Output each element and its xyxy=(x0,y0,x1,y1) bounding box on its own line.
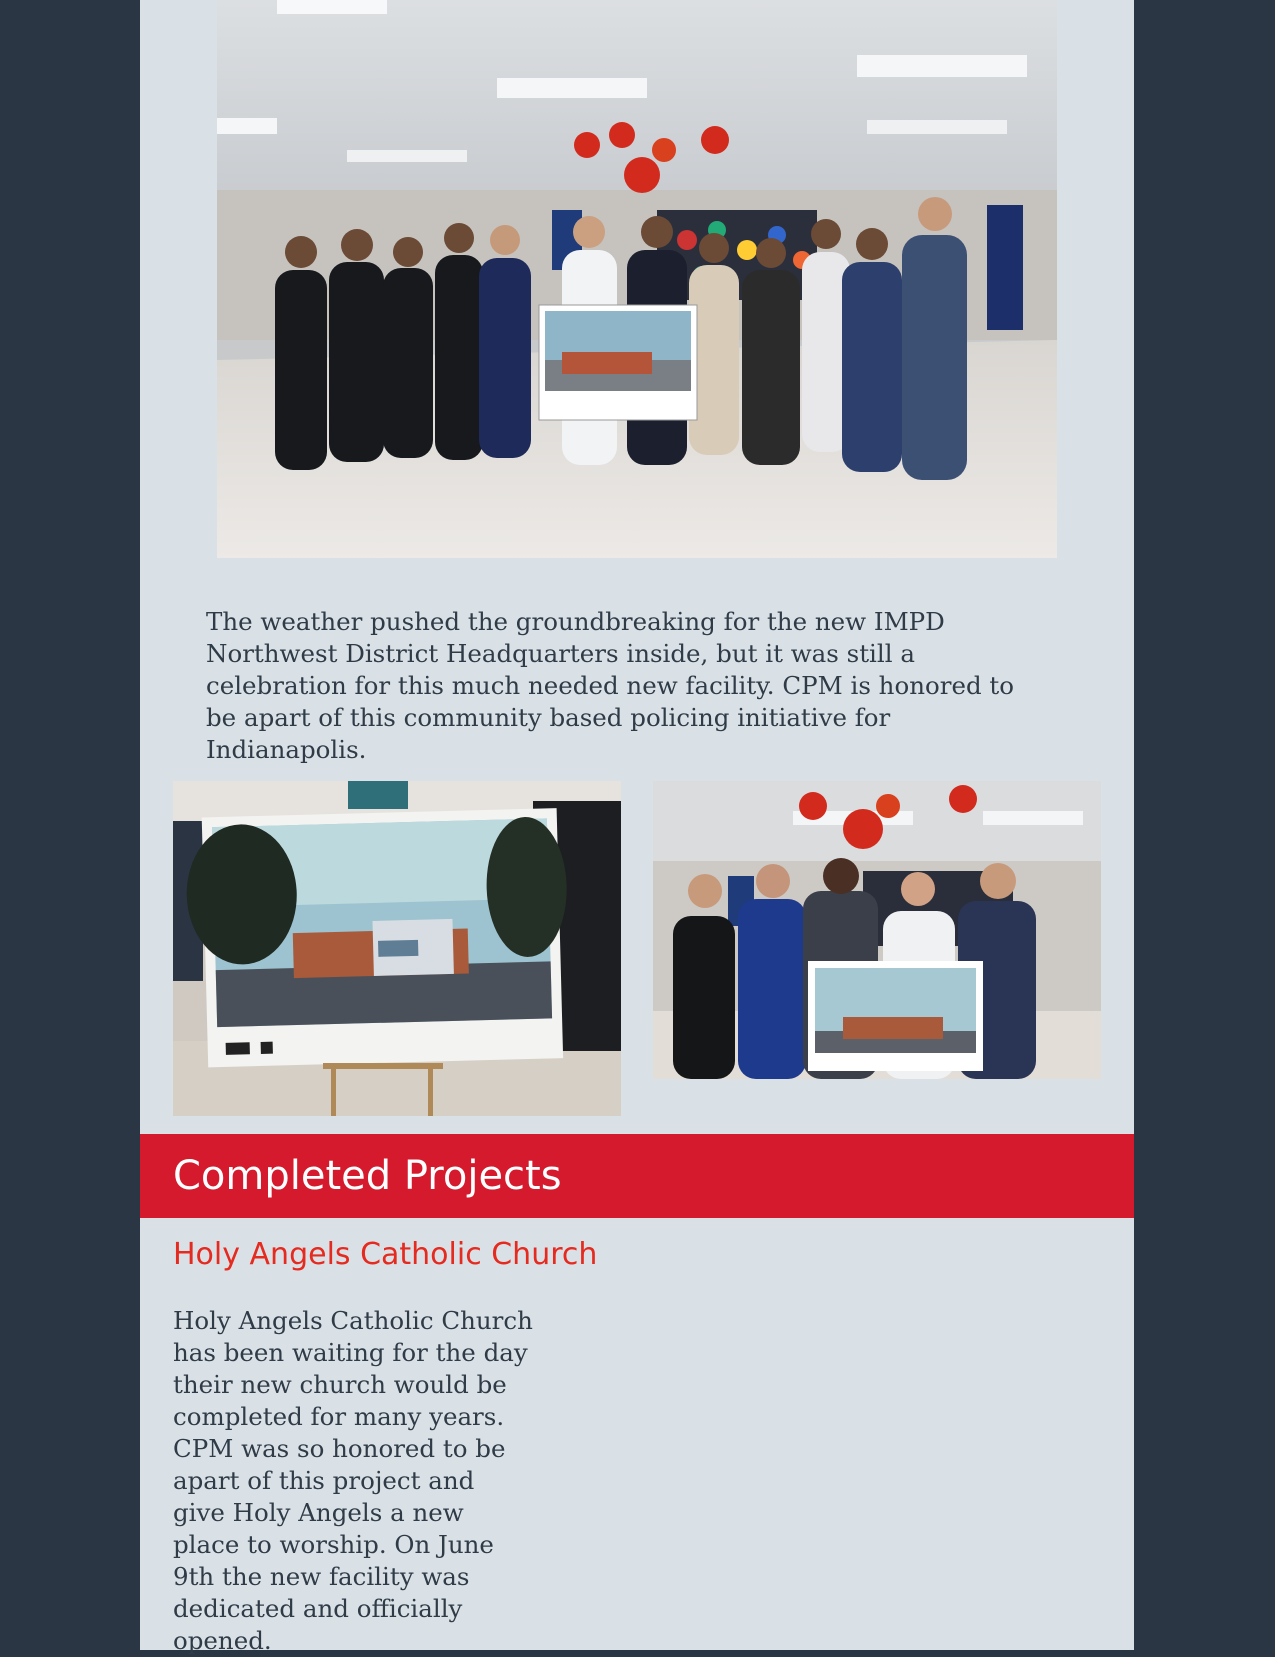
section-title: Completed Projects xyxy=(173,1153,562,1199)
newsletter-page xyxy=(140,0,1134,1655)
rendering-photo xyxy=(173,781,621,1116)
photo-caption: The weather pushed the groundbreaking for the new IMPD Northwest District Headquarters inside, but it was still a celebration for this much needed new facility. CPM is honored to be apart of this community based policing initiative for Indianapolis. xyxy=(206,607,1015,764)
group-photo-image xyxy=(217,0,1057,558)
project-title: Holy Angels Catholic Church xyxy=(173,1237,598,1272)
group-photo xyxy=(217,0,1057,558)
rendering-photo-image xyxy=(173,781,621,1116)
project-description: Holy Angels Catholic Church has been waiting for the day their new church would be completed for many years. CPM was so honored to be apart of this project and give Holy Angels a new place to worship. On June 9th the new facility was dedicated and officially opened. xyxy=(173,1306,533,1655)
small-group-photo-image xyxy=(653,781,1101,1079)
section-banner xyxy=(140,1134,1134,1218)
small-group-photo xyxy=(653,781,1101,1079)
